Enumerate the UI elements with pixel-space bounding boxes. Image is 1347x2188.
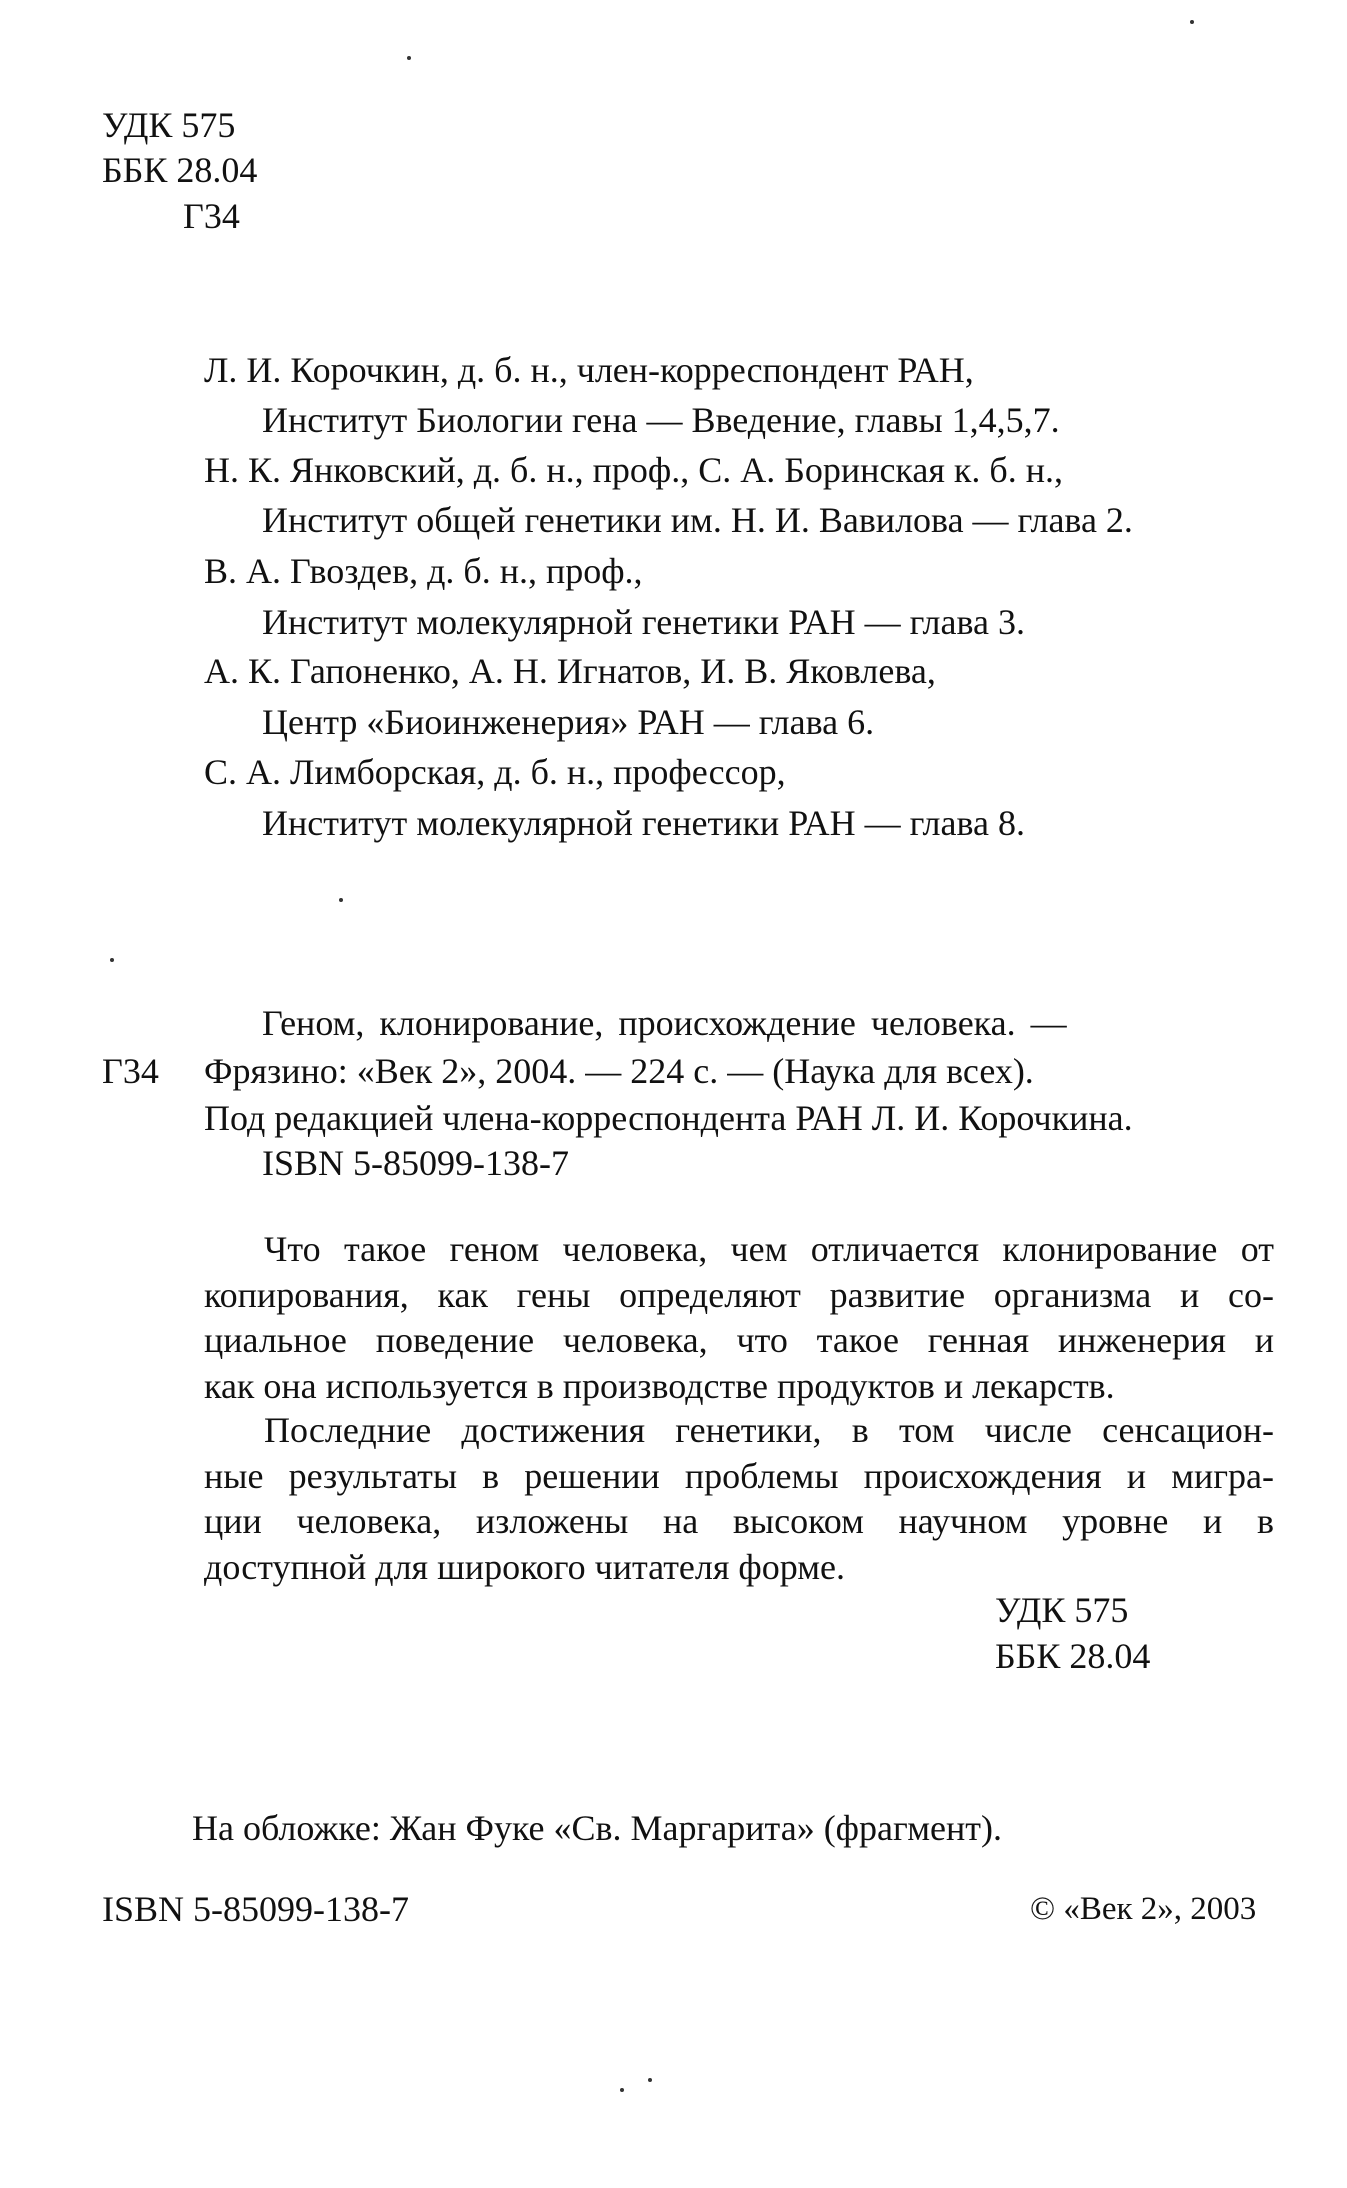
catalog-title-line: Геном, клонирование, происхождение человека. — xyxy=(262,1003,1067,1043)
annotation-line: циальное поведение человека, что такое генная инженерия и xyxy=(204,1320,1274,1360)
annotation-line: ции человека, изложены на высоком научном уровне и в xyxy=(204,1501,1274,1541)
scan-speck xyxy=(1190,20,1194,24)
catalog-publication-line: Фрязино: «Век 2», 2004. — 224 с. — (Наука для всех). xyxy=(204,1051,1034,1091)
contributor-name: Н. К. Янковский, д. б. н., проф., С. А. Боринская к. б. н., xyxy=(204,450,1063,490)
annotation-line: Последние достижения генетики, в том числе сенсацион- xyxy=(264,1410,1274,1450)
annotation-line: Что такое геном человека, чем отличается клонирование от xyxy=(264,1229,1274,1269)
contributor-name: А. К. Гапоненко, А. Н. Игнатов, И. В. Яковлева, xyxy=(204,651,936,691)
contributor-name: В. А. Гвоздев, д. б. н., проф., xyxy=(204,551,643,591)
contributor-affiliation: Институт общей генетики им. Н. И. Вавилова — глава 2. xyxy=(262,500,1133,540)
contributor-affiliation: Институт Биологии гена — Введение, главы 1,4,5,7. xyxy=(262,400,1060,440)
scan-speck xyxy=(339,898,343,902)
scan-speck xyxy=(620,2088,624,2092)
annotation-line: ные результаты в решении проблемы происхождения и мигра- xyxy=(204,1455,1274,1496)
annotation-paragraph-2 xyxy=(204,1408,1274,1590)
udk-code: УДК 575 xyxy=(102,105,236,145)
annotation-line: как она используется в производстве продуктов и лекарств. xyxy=(204,1365,1115,1406)
scan-speck xyxy=(110,958,114,962)
catalog-author-mark: Г34 xyxy=(102,1051,159,1091)
udk-code-bottom: УДК 575 xyxy=(995,1590,1129,1630)
scan-speck xyxy=(407,56,411,60)
annotation-paragraph-1 xyxy=(204,1227,1274,1409)
contributor-affiliation: Институт молекулярной генетики РАН — глава 8. xyxy=(262,803,1025,843)
contributor-name: С. А. Лимборская, д. б. н., профессор, xyxy=(204,752,786,792)
annotation-line: доступной для широкого читателя форме. xyxy=(204,1546,845,1587)
scan-speck xyxy=(648,2078,652,2082)
catalog-isbn-line: ISBN 5-85099-138-7 xyxy=(262,1143,569,1183)
contributor-affiliation: Центр «Биоинженерия» РАН — глава 6. xyxy=(262,702,875,742)
bbk-code: ББК 28.04 xyxy=(102,150,258,190)
catalog-editor-line: Под редакцией члена-корреспондента РАН Л. И. Корочкина. xyxy=(204,1098,1133,1138)
contributor-affiliation: Институт молекулярной генетики РАН — глава 3. xyxy=(262,602,1025,642)
contributor-name: Л. И. Корочкин, д. б. н., член-корреспондент РАН, xyxy=(204,350,974,390)
bbk-code-bottom: ББК 28.04 xyxy=(995,1636,1151,1676)
cover-note: На обложке: Жан Фуке «Св. Маргарита» (фрагмент). xyxy=(192,1808,1003,1848)
footer-copyright: © «Век 2», 2003 xyxy=(1030,1891,1257,1927)
footer-isbn: ISBN 5-85099-138-7 xyxy=(102,1889,409,1929)
annotation-line: копирования, как гены определяют развитие организма и со- xyxy=(204,1274,1274,1315)
author-mark: Г34 xyxy=(183,196,240,236)
